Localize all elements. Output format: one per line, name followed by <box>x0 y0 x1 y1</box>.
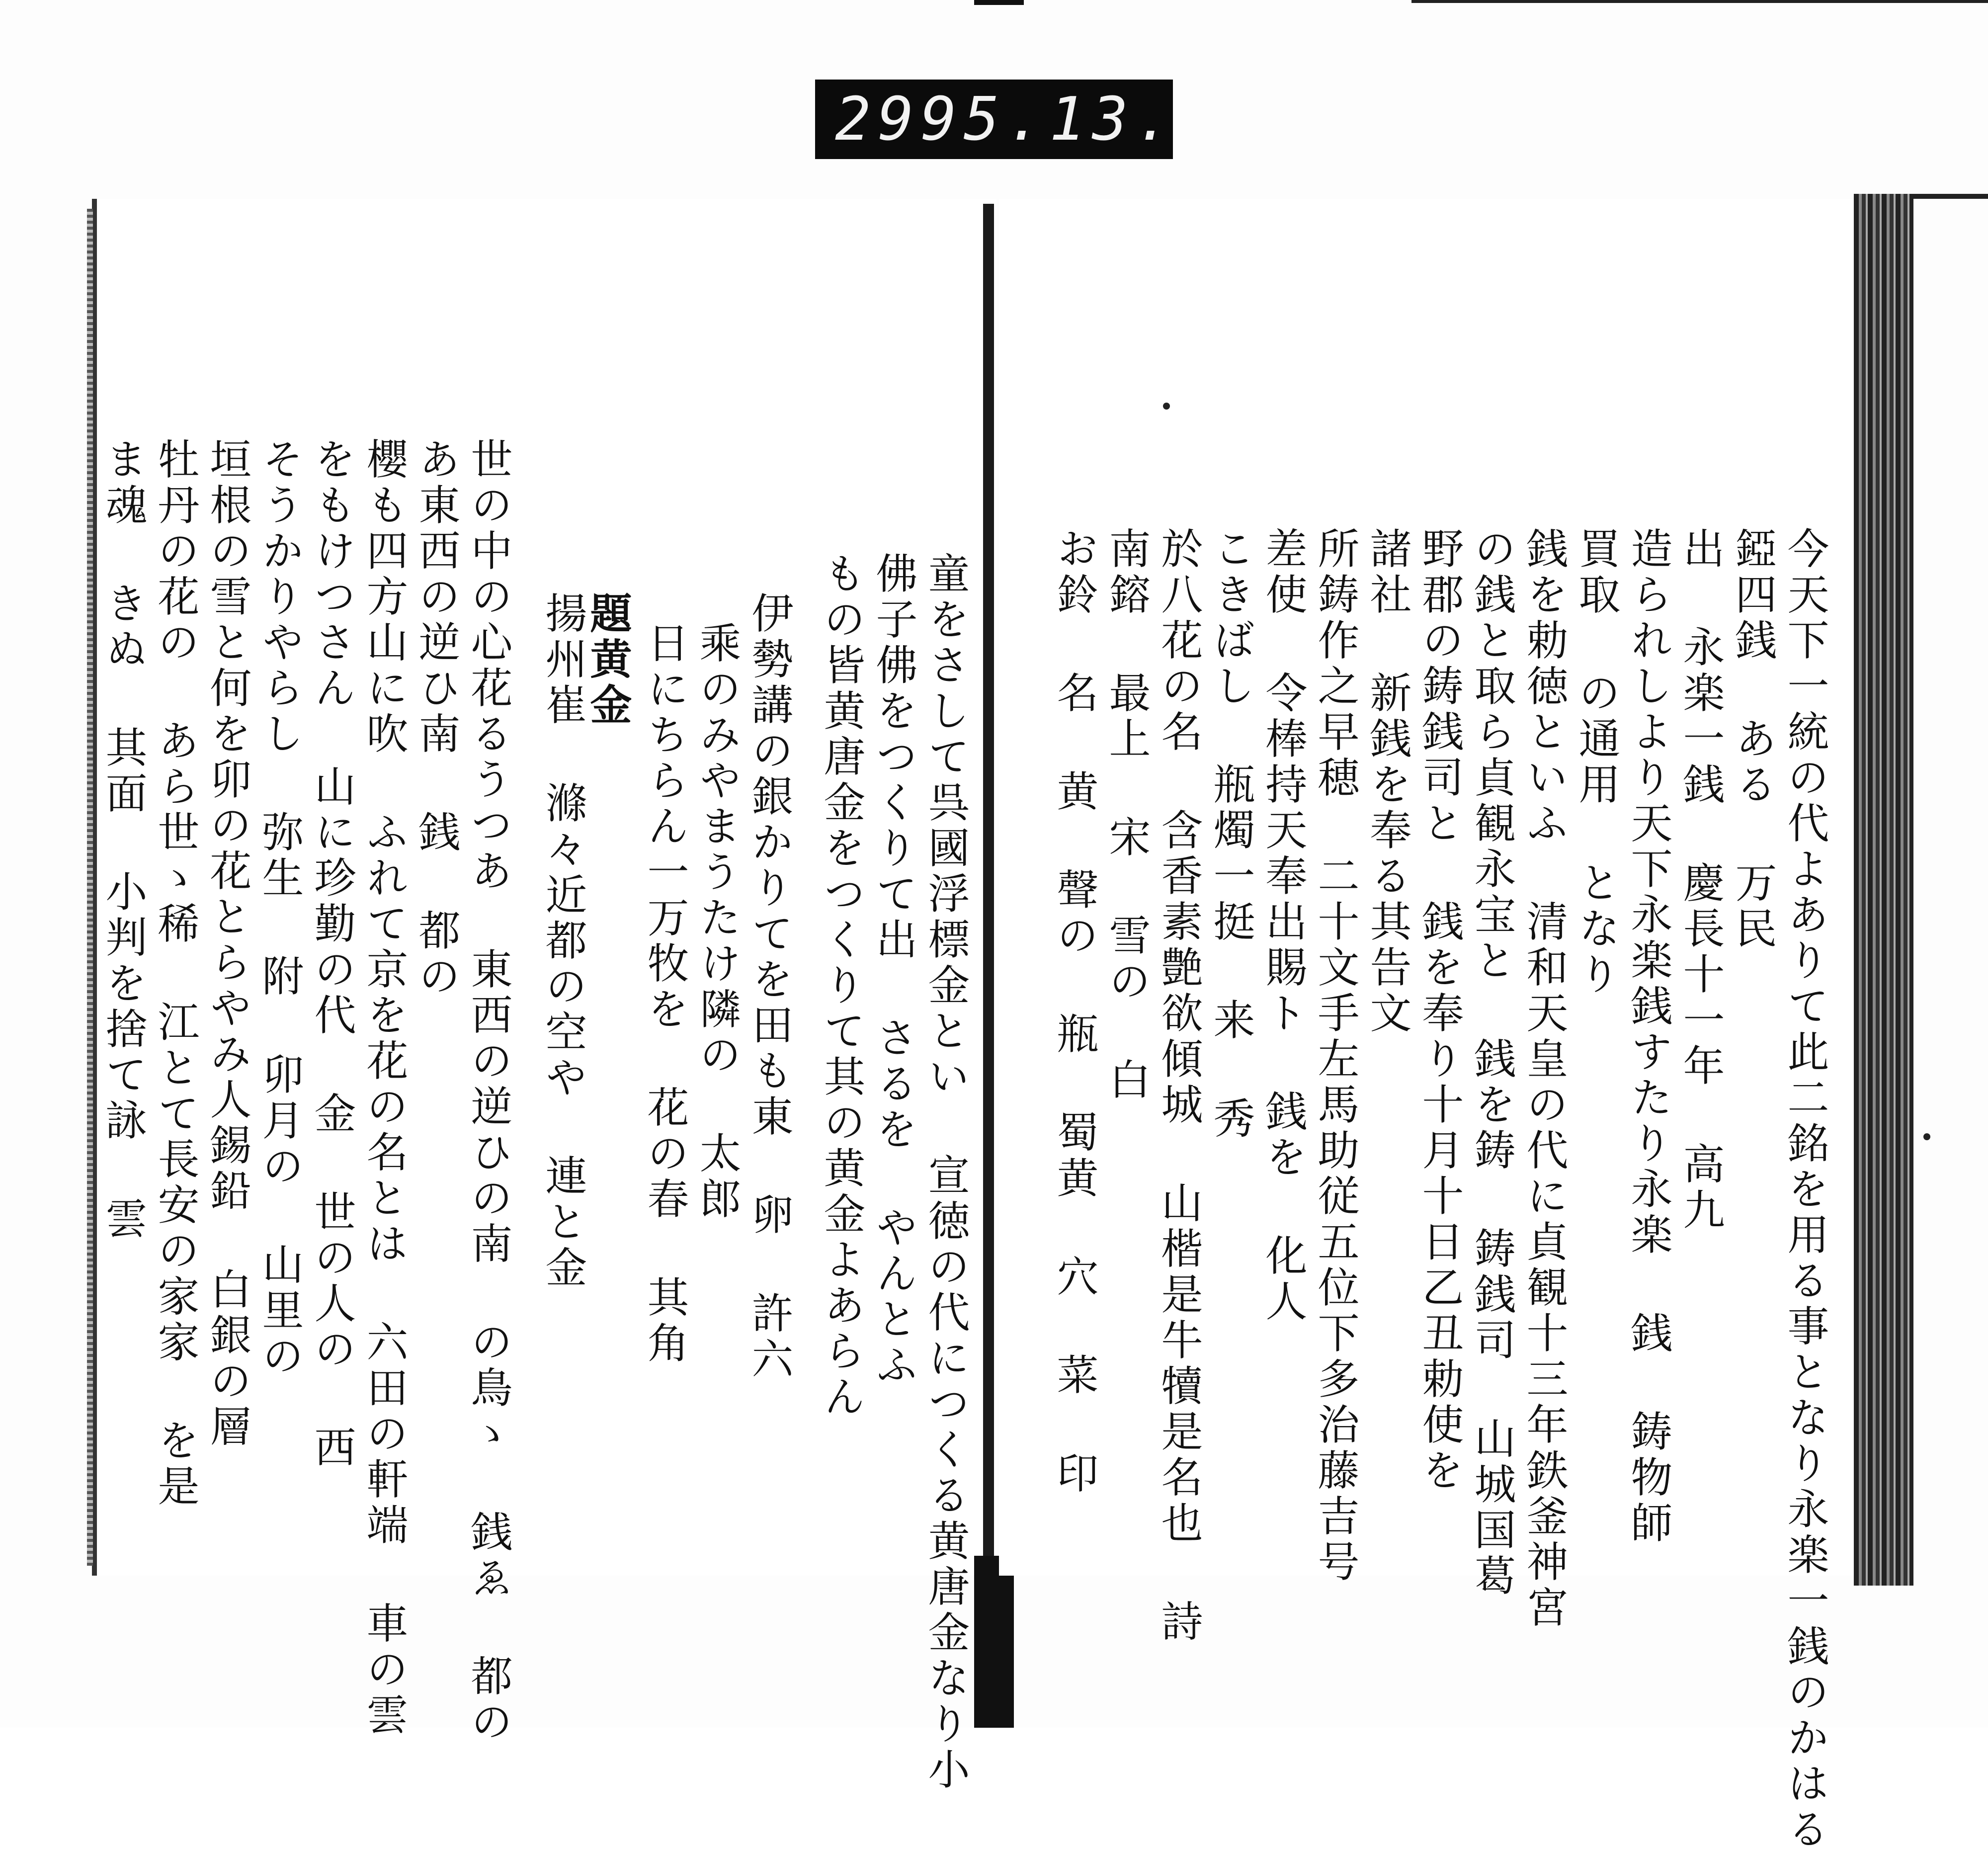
page-stack-top <box>1913 194 1988 199</box>
left-column-7: 揚州崔 滌々近都の空や 連と金 <box>539 591 587 1291</box>
right-column-10: 所鋳作之早穂 二十文手左馬助従五位下多治藤吉号 <box>1311 527 1360 1586</box>
right-column-5: 買取 の通用 となり <box>1572 527 1621 998</box>
left-column-9: あ東西の逆ひ南 銭 都の <box>412 437 461 1000</box>
right-column-1: 今天下一統の代よありて此二銘を用る事となり永楽一銭のかはる <box>1781 527 1829 1853</box>
right-column-12: こきばし 瓶燭一挺 来 秀 <box>1207 527 1255 1142</box>
right-column-13: 於八花の名 含香素艶欲傾城 山楷是牛犢是名也 詩 <box>1155 527 1203 1645</box>
book-gutter-shadow <box>974 1556 1014 1728</box>
left-column-heading: 題黄金 <box>583 591 633 729</box>
left-column-13: 垣根の雪と何を卯の花とらやみ人錫鉛 白銀の層 <box>203 437 252 1450</box>
right-column-9: 諸社 新銭を奉る其告文 <box>1363 527 1412 1037</box>
ink-spot <box>1163 403 1170 410</box>
left-column-1: 童をさして呉國浮標金とい 宣徳の代につくる黄唐金なり小 <box>921 552 970 1793</box>
right-column-7: の銭と取ら貞観永宝と 銭を鋳 鋳銭司 山城国葛 <box>1468 527 1516 1600</box>
left-column-4: 伊勢講の銀かりてを田も東 卵 許六 <box>745 591 794 1383</box>
left-column-2: 佛子佛をつくりて出 さるを やんとふ <box>869 552 918 1389</box>
scan-edge-bar-right <box>1411 0 1988 3</box>
frame-number: 299 <box>835 84 964 154</box>
right-column-6: 銭を勅徳といふ 清和天皇の代に貞観十三年鉄釜神宮 <box>1520 527 1569 1631</box>
left-column-6: 日にちらん一万牧を 花の春 其角 <box>641 621 689 1367</box>
left-column-10: 櫻も四方山に吹 ふれて京を花の名とは 六田の軒端 車の雲 <box>360 437 409 1739</box>
right-column-14: 南鎔 最上 宋 雪の 白 <box>1102 527 1151 1103</box>
left-page <box>92 199 996 1793</box>
left-column-3: もの皆黄唐金をつくりて其の黄金よあらん <box>817 552 866 1421</box>
right-column-8: 野郡の鋳銭司と 銭を奉り十月十日乙丑勅使を <box>1415 527 1464 1494</box>
left-column-14: 牡丹の花の あら世ゝ稀 江とて長安の家家 を是 <box>151 437 200 1510</box>
frame-number-label <box>815 80 1178 159</box>
left-column-5: 乘のみやまうたけ隣の 太郎 <box>693 621 742 1223</box>
right-page <box>999 199 1854 1853</box>
right-column-2: 錏四銭 ある 万民 <box>1729 527 1777 952</box>
right-column-4: 造られしより天下永楽銭すたり永楽 銭 鋳物師 <box>1624 527 1673 1547</box>
book-gutter <box>983 204 994 1556</box>
right-column-15: お鈴 名 黄 聲の 瓶 蜀黄 穴 菜 印 <box>1050 527 1099 1497</box>
left-column-12: そうかりやらし 弥生 附 卯月の 山里の <box>255 437 304 1380</box>
right-column-3: 出 永楽一銭 慶長十一年 高九 <box>1676 527 1725 1234</box>
scan-edge-bar <box>974 0 1024 5</box>
right-column-11: 差使 令棒持天奉出賜ト 銭を 化人 <box>1259 527 1308 1325</box>
frame-date: 5.13. <box>963 84 1178 154</box>
left-column-8: 世の中の心花るうつあ 東西の逆ひの南 の鳥ゝ 銭ゑ 都の <box>464 437 513 1746</box>
ink-spot <box>1923 1133 1930 1140</box>
left-column-15: ま魂 きぬ 其面 小判を捨て詠 雲 <box>99 437 148 1243</box>
left-column-11: をもけつさん 山に珍勤の代 金 世の人の 西 <box>308 437 356 1471</box>
page-stack-edge <box>1854 194 1913 1586</box>
